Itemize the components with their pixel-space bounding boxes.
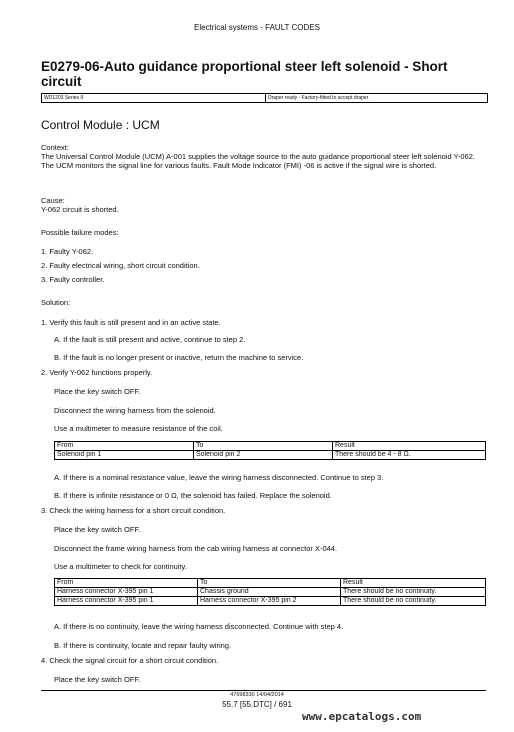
- table-header-cell: From: [55, 579, 198, 588]
- module-heading: Control Module : UCM: [41, 118, 160, 132]
- failure-mode-item: 3. Faulty controller.: [41, 275, 105, 284]
- failure-modes-label: Possible failure modes:: [41, 228, 119, 237]
- failure-mode-item: 1. Faulty Y-062.: [41, 247, 94, 256]
- step-1: 1. Verify this fault is still present and in an active state.: [41, 318, 221, 327]
- configuration-label: Draper ready - Factory-fitted to accept draper: [265, 94, 488, 102]
- step-2-instruction: Use a multimeter to measure resistance of the coil.: [54, 424, 223, 433]
- failure-mode-item: 2. Faulty electrical wiring, short circuit condition.: [41, 261, 200, 270]
- table-cell: Solenoid pin 2: [194, 451, 333, 460]
- step-2: 2. Verify Y-062 functions properly.: [41, 368, 153, 377]
- step-2-instruction: Disconnect the wiring harness from the solenoid.: [54, 406, 216, 415]
- table-header-cell: From: [55, 442, 194, 451]
- step-1a: A. If the fault is still present and active, continue to step 2.: [54, 335, 246, 344]
- step-4-instruction: Place the key switch OFF.: [54, 675, 141, 684]
- table-cell: Harness connector X-395 pin 1: [55, 588, 198, 597]
- page-number: 55.7 [55.DTC] / 691: [222, 700, 292, 709]
- fault-title: E0279-06-Auto guidance proportional steer left solenoid - Short circuit: [41, 59, 448, 89]
- table-row: [55, 597, 486, 606]
- table-header-cell: Result: [341, 579, 486, 588]
- table-header-cell: To: [194, 442, 333, 451]
- table-cell: There should be no continuity.: [341, 588, 486, 597]
- step-3a: A. If there is no continuity, leave the wiring harness disconnected. Continue with step 4.: [54, 622, 344, 631]
- table-header-cell: Result: [333, 442, 486, 451]
- step-3b: B. If there is continuity, locate and repair faulty wiring.: [54, 641, 232, 650]
- table-cell: Solenoid pin 1: [55, 451, 194, 460]
- table-row: [55, 588, 486, 597]
- document-code: 47698330 14/04/2014: [230, 692, 284, 698]
- step-3-instruction: Use a multimeter to check for continuity.: [54, 562, 187, 571]
- page-header: Electrical systems - FAULT CODES: [194, 23, 320, 32]
- model-label: WD1203 Series II: [44, 95, 84, 101]
- table-header-row: [55, 579, 486, 588]
- step-2b: B. If there is infinite resistance or 0 Ω, the solenoid has failed. Replace the solenoid.: [54, 491, 332, 500]
- table-cell: There should be 4 - 8 Ω.: [333, 451, 486, 460]
- solution-label: Solution:: [41, 298, 71, 307]
- step-2-instruction: Place the key switch OFF.: [54, 387, 141, 396]
- step-3: 3. Check the wiring harness for a short circuit condition.: [41, 506, 226, 515]
- step-4: 4. Check the signal circuit for a short circuit condition.: [41, 656, 219, 665]
- step-3-instruction: Disconnect the frame wiring harness from the cab wiring harness at connector X-044.: [54, 544, 338, 553]
- continuity-table: [54, 578, 486, 606]
- table-row: [55, 451, 486, 460]
- table-cell: There should be no continuity.: [341, 597, 486, 606]
- table-cell: Chassis ground: [198, 588, 341, 597]
- footer-divider: [41, 690, 486, 691]
- context-text: The Universal Control Module (UCM) A-001 supplies the voltage source to the auto guidance proportional steer left solenoid Y-062. The UCM monitors the signal line for various faults. Fault Mode Indicator (FMI) -06 is active if the signal wire is shorted.: [41, 152, 476, 170]
- step-3-instruction: Place the key switch OFF.: [54, 525, 141, 534]
- context-label: Context:: [41, 143, 69, 152]
- table-header-cell: To: [198, 579, 341, 588]
- table-cell: Harness connector X-395 pin 1: [55, 597, 198, 606]
- cause-label: Cause:: [41, 196, 65, 205]
- step-2a: A. If there is a nominal resistance value, leave the wiring harness disconnected. Continue to step 3.: [54, 473, 384, 482]
- table-header-row: [55, 442, 486, 451]
- resistance-table: [54, 441, 486, 460]
- cause-text: Y-062 circuit is shorted.: [41, 205, 119, 214]
- applicability-bar: [41, 93, 488, 103]
- table-cell: Harness connector X-395 pin 2: [198, 597, 341, 606]
- step-1b: B. If the fault is no longer present or inactive, return the machine to service.: [54, 353, 304, 362]
- watermark: www.epcatalogs.com: [302, 710, 422, 723]
